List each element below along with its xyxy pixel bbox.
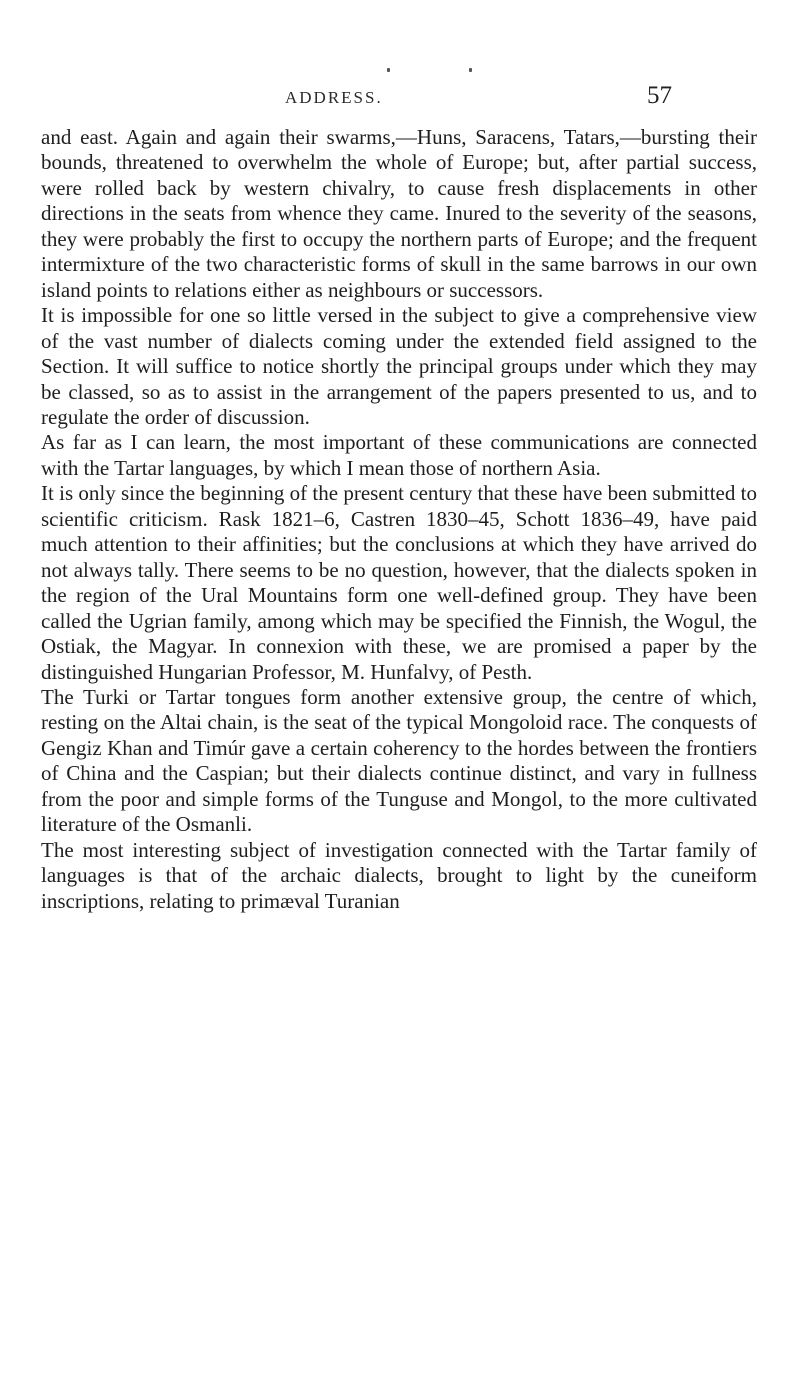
paragraph-3: As far as I can learn, the most important of these communications are connected with the Tartar languages, by which I mean those of northern Asia. [41, 430, 757, 480]
paragraph-5: The Turki or Tartar tongues form another extensive group, the centre of which, resting on the Altai chain, is the seat of the typical Mongoloid race. The conquests of Gengiz Khan and Timúr gave a certain coherency to the hordes between the frontiers of China and the Caspian; but their dialects continue distinct, and vary in fullness from the poor and simple forms of the Tunguse and Mongol, to the more cultivated literature of the Osmanli. [41, 684, 757, 837]
paragraph-4: It is only since the beginning of the present century that these have been submitted to scientific criticism. Rask 1821–6, Castren 1830–45, Schott 1836–49, have paid much attention to their affinities; but the conclusions at which they have arrived do not always tally. There seems to be no question, however, that the dialects spoken in the region of the Ural Mountains form one well-defined group. They have been called the Ugrian family, among which may be specified the Finnish, the Wogul, the Ostiak, the Magyar. In connexion with these, we are promised a paper by the distinguished Hungarian Professor, M. Hunfalvy, of Pesth. [41, 481, 757, 684]
ink-speck [469, 68, 472, 72]
paragraph-6: The most interesting subject of investigation connected with the Tartar family of languages is that of the archaic dialects, brought to light by the cuneiform inscriptions, relating to primæval Turanian [41, 837, 757, 913]
body-text [41, 125, 757, 914]
paragraph-1: and east. Again and again their swarms,—Huns, Saracens, Tatars,—bursting their bounds, threatened to overwhelm the whole of Europe; but, after partial success, were rolled back by western chivalry, to cause fresh displacements in other directions in the seats from whence they came. Inured to the severity of the seasons, they were probably the first to occupy the northern parts of Europe; and the frequent intermixture of the two characteristic forms of skull in the same barrows in our own island points to relations either as neighbours or successors. [41, 125, 757, 302]
running-title: ADDRESS. [285, 88, 383, 107]
page-header [0, 82, 800, 112]
paragraph-2: It is impossible for one so little versed in the subject to give a comprehensive view of the vast number of dialects coming under the extended field assigned to the Section. It will suffice to notice shortly the principal groups under which they may be classed, so as to assist in the arrangement of the papers presented to us, and to regulate the order of discussion. [41, 303, 757, 429]
ink-speck [387, 68, 390, 72]
page-number: 57 [647, 82, 672, 109]
